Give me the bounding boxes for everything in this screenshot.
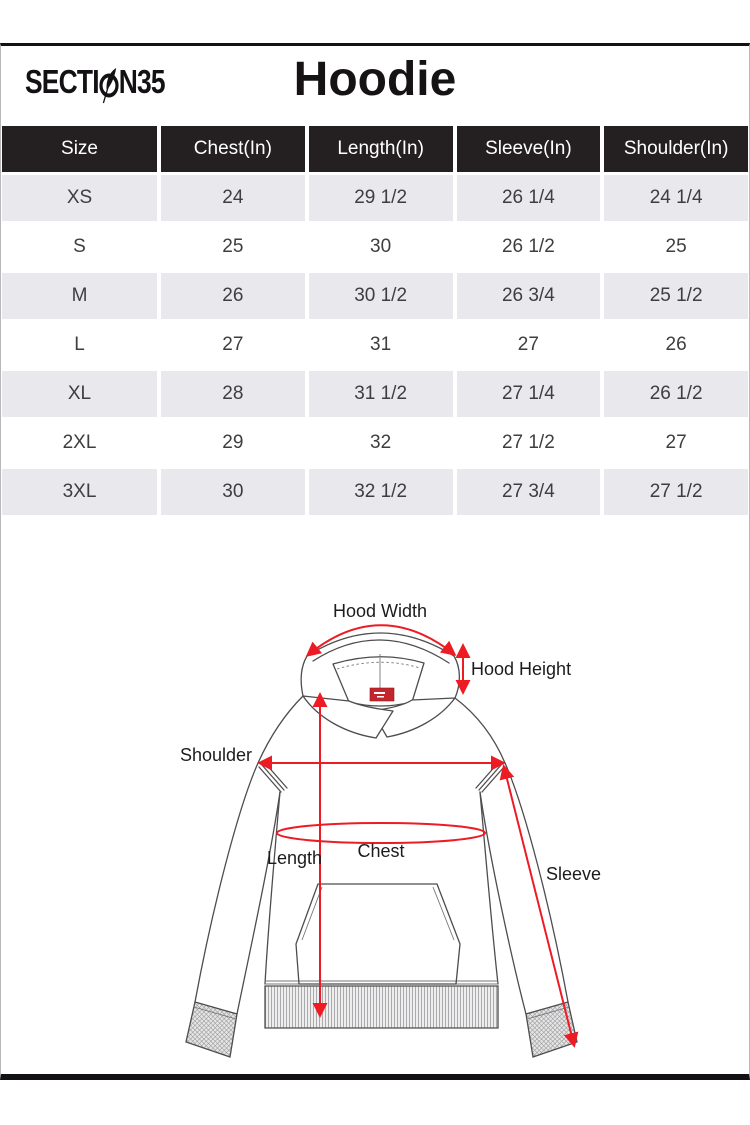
shoulder-cell: 26 [604,322,748,368]
length-label: Length [267,848,323,868]
size-cell: L [2,322,157,368]
size-cell: XS [2,175,157,221]
chest-cell: 24 [161,175,305,221]
size-cell: M [2,273,157,319]
shoulder-cell: 25 1/2 [604,273,748,319]
sleeve-label: Sleeve [546,864,602,884]
chest-cell: 26 [161,273,305,319]
col-header-sleeve: Sleeve(In) [457,126,601,172]
shoulder-cell: 27 [604,420,748,466]
shoulder-label: Shoulder [179,745,252,765]
col-header-shoulder: Shoulder(In) [604,126,748,172]
hoodie-diagram-illustration [150,580,610,1080]
chest-cell: 29 [161,420,305,466]
shoulder-cell: 24 1/4 [604,175,748,221]
chest-ellipse [277,823,485,843]
col-header-chest: Chest(In) [161,126,305,172]
shoulder-cell: 26 1/2 [604,371,748,417]
brand-logo-prefix: SECTI [25,63,99,100]
length-cell: 32 1/2 [309,469,453,515]
length-cell: 31 1/2 [309,371,453,417]
col-header-length: Length(In) [309,126,453,172]
brand-logo-suffix: N35 [118,63,165,100]
shoulder-cell: 27 1/2 [604,469,748,515]
chest-cell: 30 [161,469,305,515]
chest-cell: 25 [161,224,305,270]
sleeve-cell: 27 [457,322,601,368]
sleeve-arrow [504,767,574,1045]
chest-cell: 28 [161,371,305,417]
measurement-labels [180,601,601,884]
sleeve-cell: 26 3/4 [457,273,601,319]
sleeve-cell: 27 1/2 [457,420,601,466]
page-title: Hoodie [293,53,457,106]
length-cell: 30 1/2 [309,273,453,319]
hood-height-label: Hood Height [471,659,572,679]
length-cell: 32 [309,420,453,466]
size-chart-table [2,126,748,515]
size-cell: 3XL [2,469,157,515]
length-cell: 30 [309,224,453,270]
neck-label-tag [370,688,394,701]
sleeve-cell: 26 1/4 [457,175,601,221]
size-cell: XL [2,371,157,417]
size-cell: 2XL [2,420,157,466]
sleeve-cell: 27 3/4 [457,469,601,515]
sleeve-cell: 26 1/2 [457,224,601,270]
hoodie-measurement-diagram [150,580,610,1080]
length-cell: 31 [309,322,453,368]
length-cell: 29 1/2 [309,175,453,221]
chest-label: Chest [357,841,405,861]
hood-width-label: Hood Width [332,601,428,621]
col-header-size: Size [2,126,157,172]
measurement-annotations [260,625,574,1045]
sleeve-cell: 27 1/4 [457,371,601,417]
chest-cell: 27 [161,322,305,368]
shoulder-cell: 25 [604,224,748,270]
size-cell: S [2,224,157,270]
